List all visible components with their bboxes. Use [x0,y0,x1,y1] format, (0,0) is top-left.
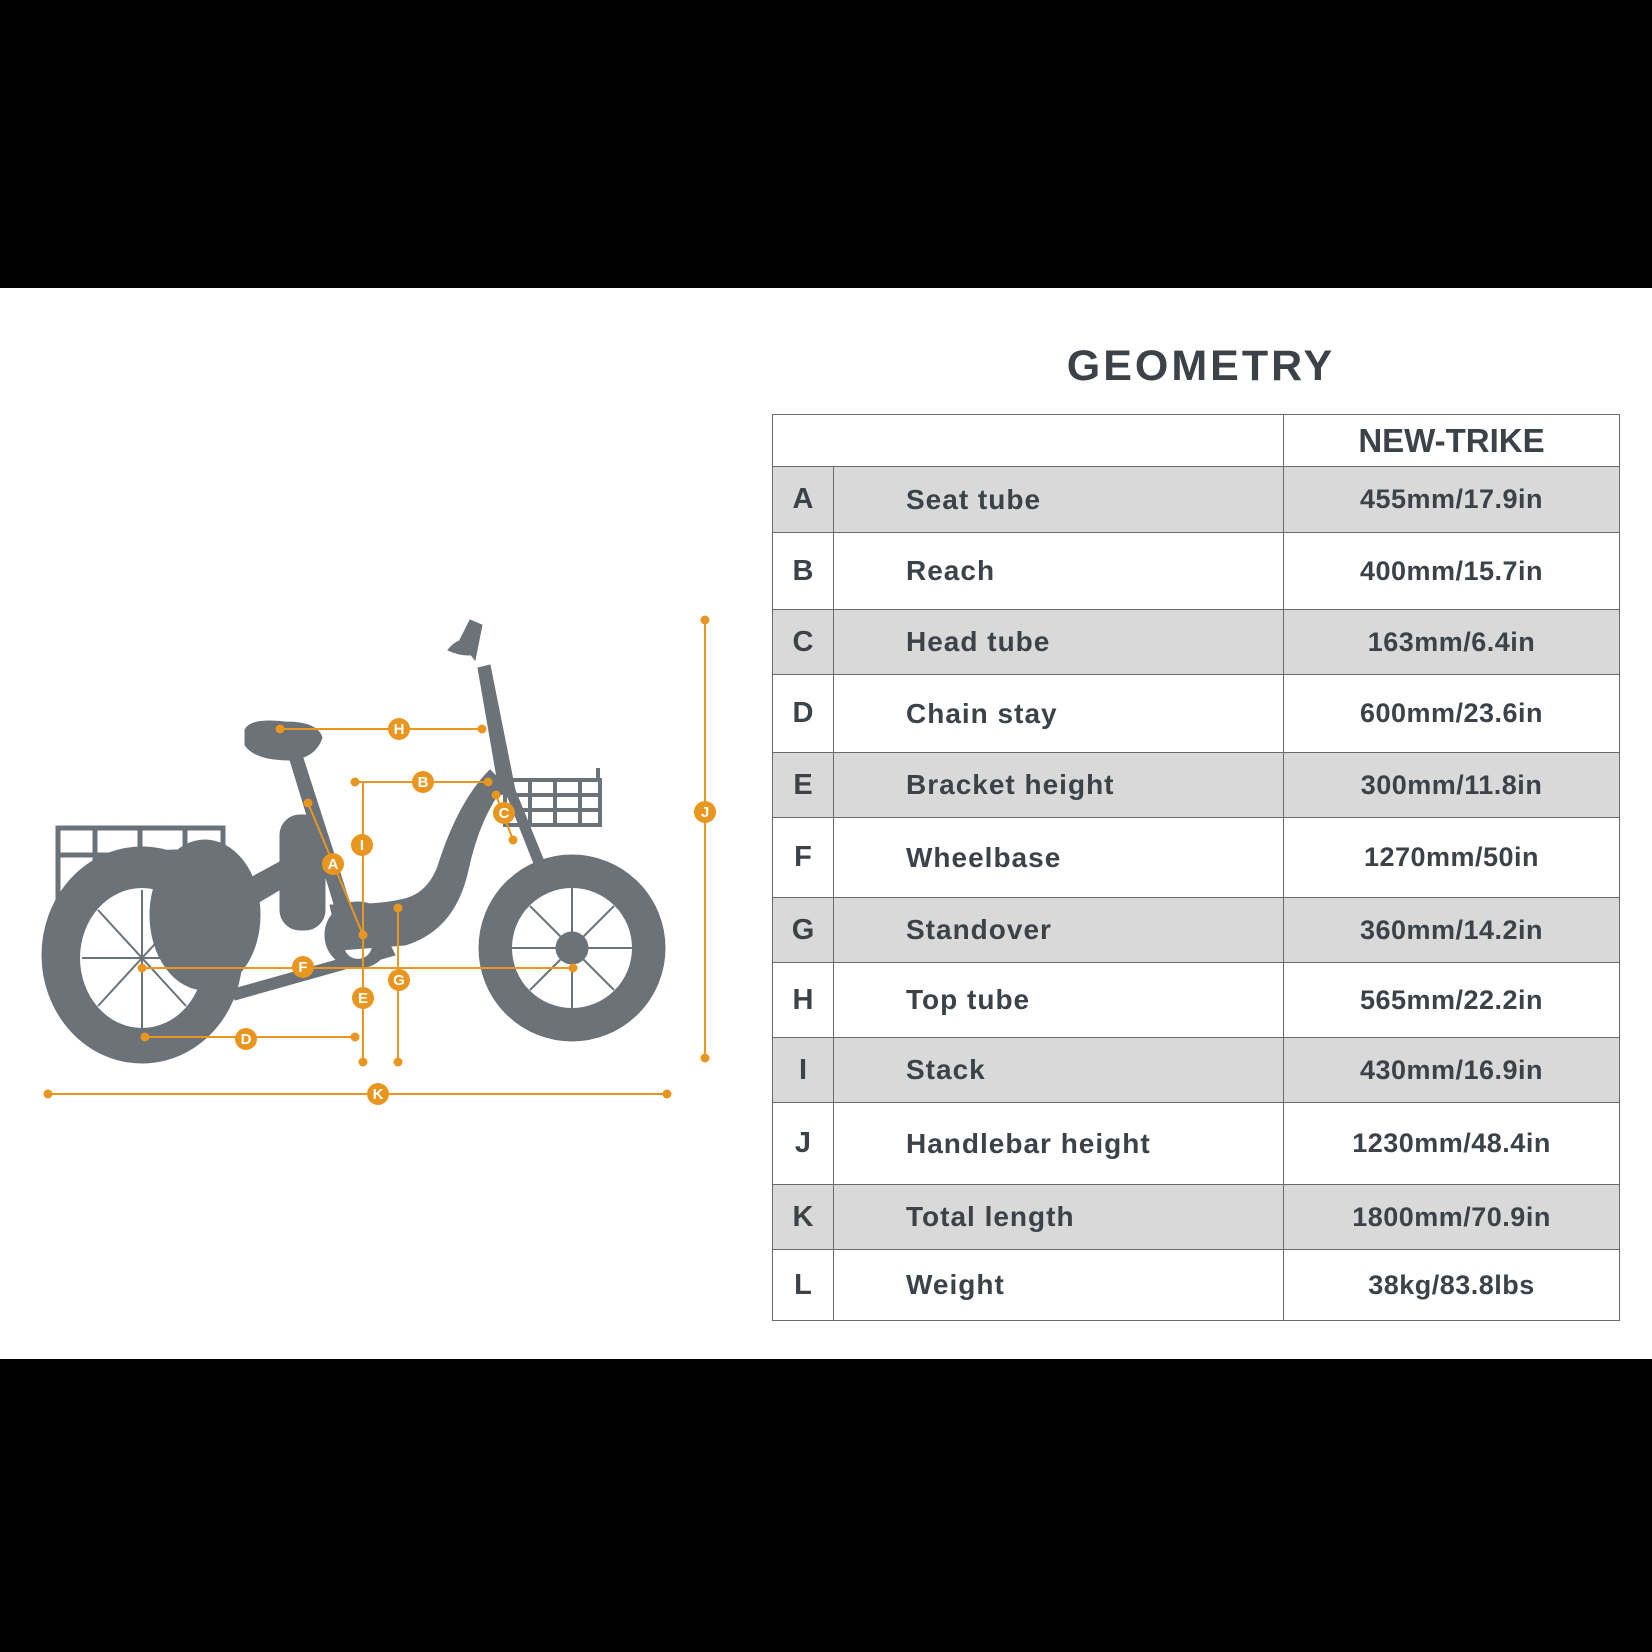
page-title: GEOMETRY [1066,342,1336,390]
row-letter: G [773,898,834,963]
row-value: 600mm/23.6in [1284,675,1620,753]
row-param: Seat tube [834,467,1284,533]
row-value: 360mm/14.2in [1284,898,1620,963]
row-letter: H [773,963,834,1038]
row-value: 430mm/16.9in [1284,1038,1620,1103]
table-row [773,818,1620,898]
row-param: Weight [834,1250,1284,1321]
table-row [773,675,1620,753]
row-letter: C [773,610,834,675]
table-row [773,898,1620,963]
row-letter: I [773,1038,834,1103]
marker-f [292,956,314,978]
row-value: 400mm/15.7in [1284,533,1620,610]
marker-h [388,718,410,740]
geometry-table [772,414,1620,1321]
svg-text:K: K [372,1086,384,1103]
marker-k [367,1083,389,1105]
row-letter: K [773,1185,834,1250]
table-header-blank [773,415,1284,467]
row-value: 565mm/22.2in [1284,963,1620,1038]
row-param: Reach [834,533,1284,610]
model-header: NEW-TRIKE [1284,415,1620,467]
row-param: Bracket height [834,753,1284,818]
row-param: Total length [834,1185,1284,1250]
svg-text:A: A [327,856,339,873]
row-value: 38kg/83.8lbs [1284,1250,1620,1321]
row-letter: L [773,1250,834,1321]
svg-text:E: E [357,990,369,1007]
row-param: Top tube [834,963,1284,1038]
svg-text:D: D [240,1031,252,1048]
row-letter: B [773,533,834,610]
row-value: 1270mm/50in [1284,818,1620,898]
svg-text:B: B [417,774,429,791]
row-value: 1800mm/70.9in [1284,1185,1620,1250]
table-row [773,753,1620,818]
row-param: Wheelbase [834,818,1284,898]
table-row [773,1250,1620,1321]
svg-text:G: G [393,972,405,989]
table-row [773,1038,1620,1103]
row-value: 163mm/6.4in [1284,610,1620,675]
table-row [773,533,1620,610]
row-letter: F [773,818,834,898]
marker-j [694,801,716,823]
row-param: Head tube [834,610,1284,675]
row-value: 455mm/17.9in [1284,467,1620,533]
marker-i [351,834,373,856]
row-param: Stack [834,1038,1284,1103]
row-param: Chain stay [834,675,1284,753]
row-value: 300mm/11.8in [1284,753,1620,818]
marker-e [352,987,374,1009]
table-header-row [773,415,1620,467]
trike-geometry-diagram [0,288,760,1359]
svg-text:F: F [298,959,308,976]
row-param: Handlebar height [834,1103,1284,1185]
row-letter: A [773,467,834,533]
marker-a [322,853,344,875]
svg-text:J: J [700,804,710,821]
row-letter: E [773,753,834,818]
row-letter: D [773,675,834,753]
table-row [773,467,1620,533]
row-param: Standover [834,898,1284,963]
row-letter: J [773,1103,834,1185]
marker-g [388,969,410,991]
table-row [773,1185,1620,1250]
svg-text:C: C [498,805,510,822]
table-row [773,610,1620,675]
marker-c [493,802,515,824]
svg-text:H: H [393,721,405,738]
row-value: 1230mm/48.4in [1284,1103,1620,1185]
table-row [773,1103,1620,1185]
marker-b [412,771,434,793]
marker-d [235,1028,257,1050]
table-row [773,963,1620,1038]
svg-text:I: I [359,837,365,854]
